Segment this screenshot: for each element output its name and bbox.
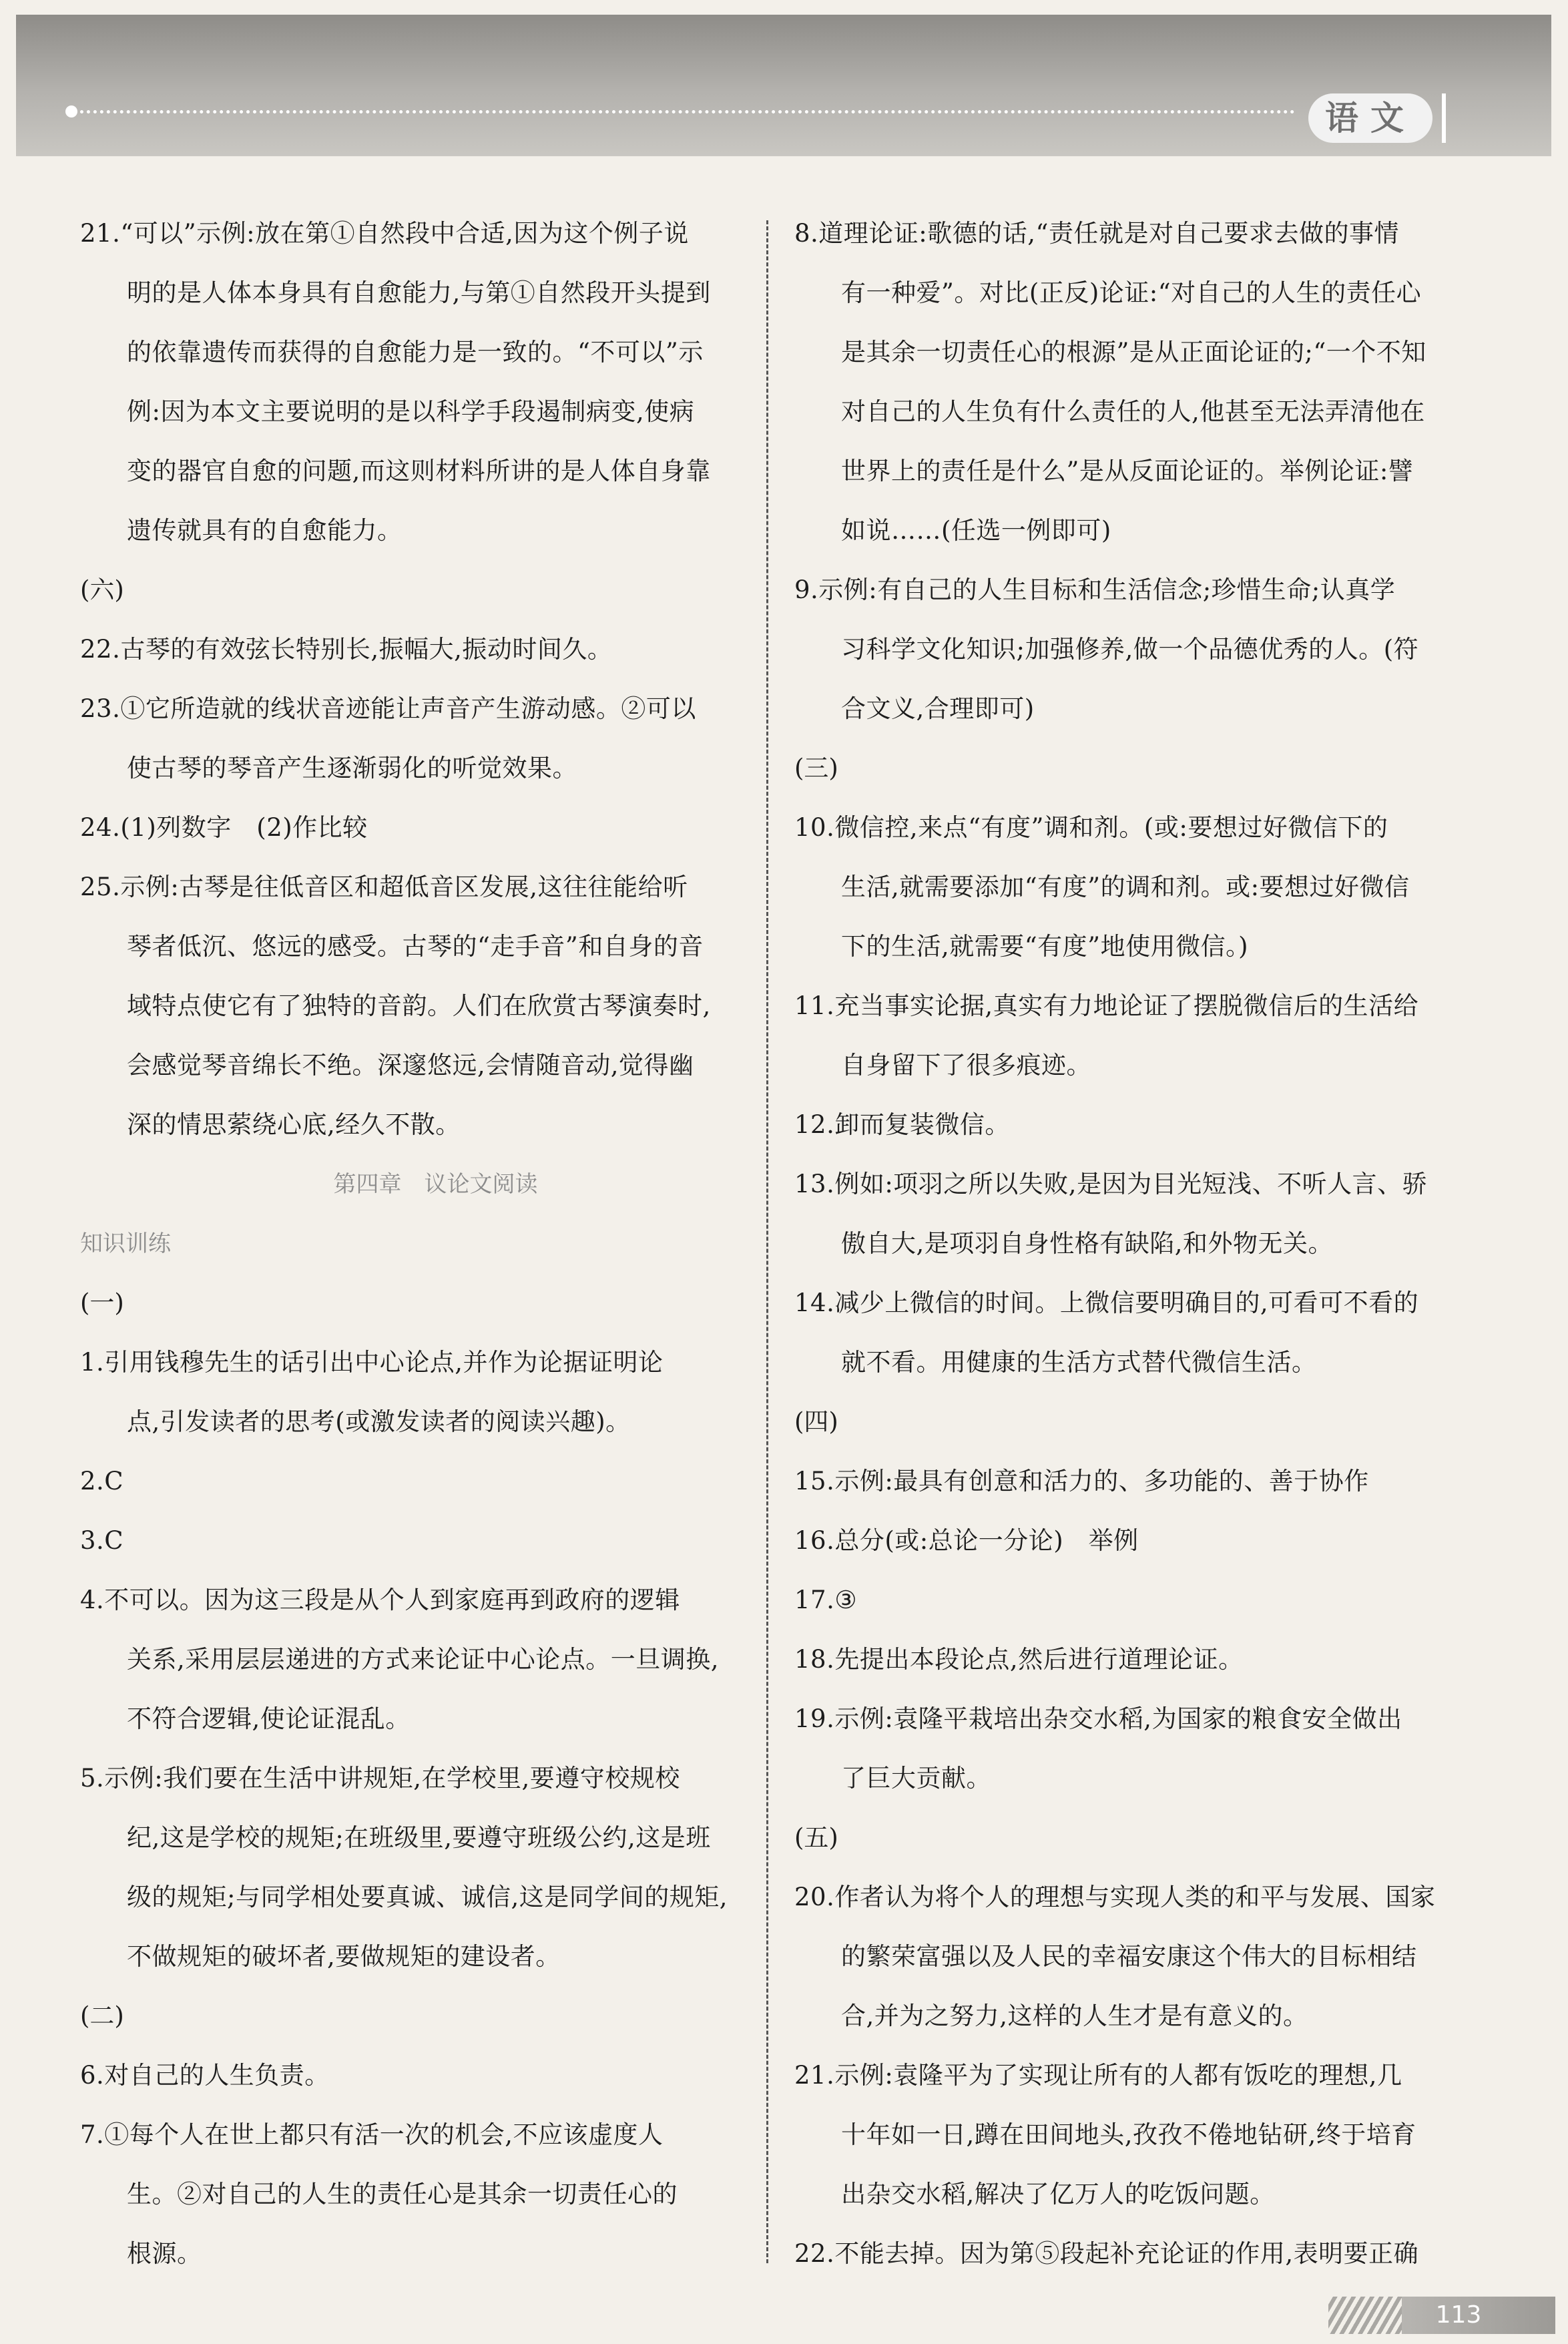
answer-line: 22.古琴的有效弦长特别长,振幅大,振动时间久。: [80, 635, 613, 664]
section-heading: (五): [794, 1823, 838, 1852]
answer-line: 会感觉琴音绵长不绝。深邃悠远,会情随音动,觉得幽: [127, 1051, 694, 1080]
answer-line: 7.①每个人在世上都只有活一次的机会,不应该虚度人: [80, 2120, 664, 2149]
answer-line: 19.示例:袁隆平栽培出杂交水稻,为国家的粮食安全做出: [794, 1704, 1402, 1733]
answer-line: 深的情思萦绕心底,经久不散。: [127, 1110, 461, 1139]
answer-line: 就不看。用健康的生活方式替代微信生活。: [841, 1348, 1317, 1377]
subject-badge: 语文: [1308, 93, 1432, 143]
section-heading: (四): [794, 1407, 838, 1436]
answer-line: 21.示例:袁隆平为了实现让所有的人都有饭吃的理想,几: [794, 2061, 1402, 2090]
answer-line: 1.引用钱穆先生的话引出中心论点,并作为论据证明论: [80, 1348, 664, 1377]
left-column: [80, 220, 731, 2300]
section-heading: (一): [80, 1288, 124, 1317]
answer-line: 生活,就需要添加“有度”的调和剂。或:要想过好微信: [841, 873, 1410, 901]
answer-line: 9.示例:有自己的人生目标和生活信念;珍惜生命;认真学: [794, 575, 1396, 604]
answer-line: 23.①它所造就的线状音迹能让声音产生游动感。②可以: [80, 694, 696, 723]
column-divider: [766, 220, 768, 2263]
answer-line: 出杂交水稻,解决了亿万人的吃饭问题。: [841, 2180, 1275, 2208]
answer-line: 18.先提出本段论点,然后进行道理论证。: [794, 1645, 1244, 1674]
answer-line: 十年如一日,蹲在田间地头,孜孜不倦地钻研,终于培育: [841, 2120, 1416, 2149]
answer-line: 的依靠遗传而获得的自愈能力是一致的。“不可以”示: [127, 338, 704, 367]
subheading: 知识训练: [80, 1230, 171, 1257]
answer-line: 点,引发读者的思考(或激发读者的阅读兴趣)。: [127, 1407, 631, 1436]
answer-line: 对自己的人生负有什么责任的人,他甚至无法弄清他在: [841, 397, 1425, 426]
answer-line: 使古琴的琴音产生逐渐弱化的听觉效果。: [127, 754, 577, 782]
answer-line: 12.卸而复装微信。: [794, 1110, 1010, 1139]
section-heading: (二): [80, 2002, 124, 2030]
answer-line: 4.不可以。因为这三段是从个人到家庭再到政府的逻辑: [80, 1586, 680, 1614]
answer-line: 合文义,合理即可): [841, 694, 1035, 723]
answer-line: 21.“可以”示例:放在第①自然段中合适,因为这个例子说: [80, 219, 689, 248]
answer-line: 16.总分(或:总论一分论) 举例: [794, 1526, 1139, 1555]
subject-bar: [1442, 93, 1446, 143]
page-number: 113: [1435, 2301, 1482, 2329]
answer-line: 20.作者认为将个人的理想与实现人类的和平与发展、国家: [794, 1883, 1436, 1911]
answer-line: 域特点使它有了独特的音韵。人们在欣赏古琴演奏时,: [127, 991, 711, 1020]
answer-line: 例:因为本文主要说明的是以科学手段遏制病变,使病: [127, 397, 695, 426]
answer-line: 琴者低沉、悠远的感受。古琴的“走手音”和自身的音: [127, 932, 704, 961]
answer-line: 5.示例:我们要在生活中讲规矩,在学校里,要遵守校规校: [80, 1764, 680, 1793]
section-heading: (三): [794, 754, 838, 782]
chapter-title: 第四章 议论文阅读: [333, 1171, 538, 1198]
answer-line: 生。②对自己的人生的责任心是其余一切责任心的: [127, 2180, 678, 2208]
answer-line: 有一种爱”。对比(正反)论证:“对自己的人生的责任心: [841, 278, 1422, 307]
answer-line: 变的器官自愈的问题,而这则材料所讲的是人体自身靠: [127, 457, 711, 485]
answer-line: 遗传就具有的自愈能力。: [127, 516, 403, 545]
answer-line: 不符合逻辑,使论证混乱。: [127, 1704, 411, 1733]
answer-line: 级的规矩;与同学相处要真诚、诚信,这是同学间的规矩,: [127, 1883, 728, 1911]
answer-line: 10.微信控,来点“有度”调和剂。(或:要想过好微信下的: [794, 813, 1388, 842]
answer-line: 17.③: [794, 1586, 858, 1614]
answer-line: 是其余一切责任心的根源”是从正面论证的;“一个不知: [841, 338, 1426, 367]
answer-line: 合,并为之努力,这样的人生才是有意义的。: [841, 2002, 1308, 2030]
answer-line: 不做规矩的破坏者,要做规矩的建设者。: [127, 1942, 561, 1971]
answer-line: 世界上的责任是什么”是从反面论证的。举例论证:譬: [841, 457, 1414, 485]
answer-line: 24.(1)列数字 (2)作比较: [80, 813, 368, 842]
answer-line: 2.C: [80, 1467, 124, 1495]
answer-line: 傲自大,是项羽自身性格有缺陷,和外物无关。: [841, 1229, 1334, 1258]
answer-line: 22.不能去掉。因为第⑤段起补充论证的作用,表明要正确: [794, 2239, 1419, 2268]
right-column: [794, 220, 1462, 2300]
section-heading: (六): [80, 575, 124, 604]
answer-line: 3.C: [80, 1526, 124, 1555]
answer-line: 纪,这是学校的规矩;在班级里,要遵守班级公约,这是班: [127, 1823, 711, 1852]
answer-line: 了巨大贡献。: [841, 1764, 991, 1793]
answer-line: 25.示例:古琴是往低音区和超低音区发展,这往往能给听: [80, 873, 688, 901]
answer-line: 8.道理论证:歌德的话,“责任就是对自己要求去做的事情: [794, 219, 1399, 248]
answer-line: 15.示例:最具有创意和活力的、多功能的、善于协作: [794, 1467, 1369, 1495]
answer-line: 明的是人体本身具有自愈能力,与第①自然段开头提到: [127, 278, 711, 307]
answer-line: 如说……(任选一例即可): [841, 516, 1111, 545]
answer-line: 下的生活,就需要“有度”地使用微信。): [841, 932, 1249, 961]
answer-line: 6.对自己的人生负责。: [80, 2061, 330, 2090]
answer-line: 关系,采用层层递进的方式来论证中心论点。一旦调换,: [127, 1645, 720, 1674]
answer-line: 11.充当事实论据,真实有力地论证了摆脱微信后的生活给: [794, 991, 1419, 1020]
answer-line: 根源。: [127, 2239, 202, 2268]
answer-line: 13.例如:项羽之所以失败,是因为目光短浅、不听人言、骄: [794, 1170, 1428, 1198]
answer-line: 的繁荣富强以及人民的幸福安康这个伟大的目标相结: [841, 1942, 1417, 1971]
header-dotted-line: [73, 110, 1295, 113]
answer-line: 习科学文化知识;加强修养,做一个品德优秀的人。(符: [841, 635, 1419, 664]
page-tab-stripes: [1328, 2297, 1402, 2334]
answer-line: 14.减少上微信的时间。上微信要明确目的,可看可不看的: [794, 1288, 1419, 1317]
answer-line: 自身留下了很多痕迹。: [841, 1051, 1091, 1080]
